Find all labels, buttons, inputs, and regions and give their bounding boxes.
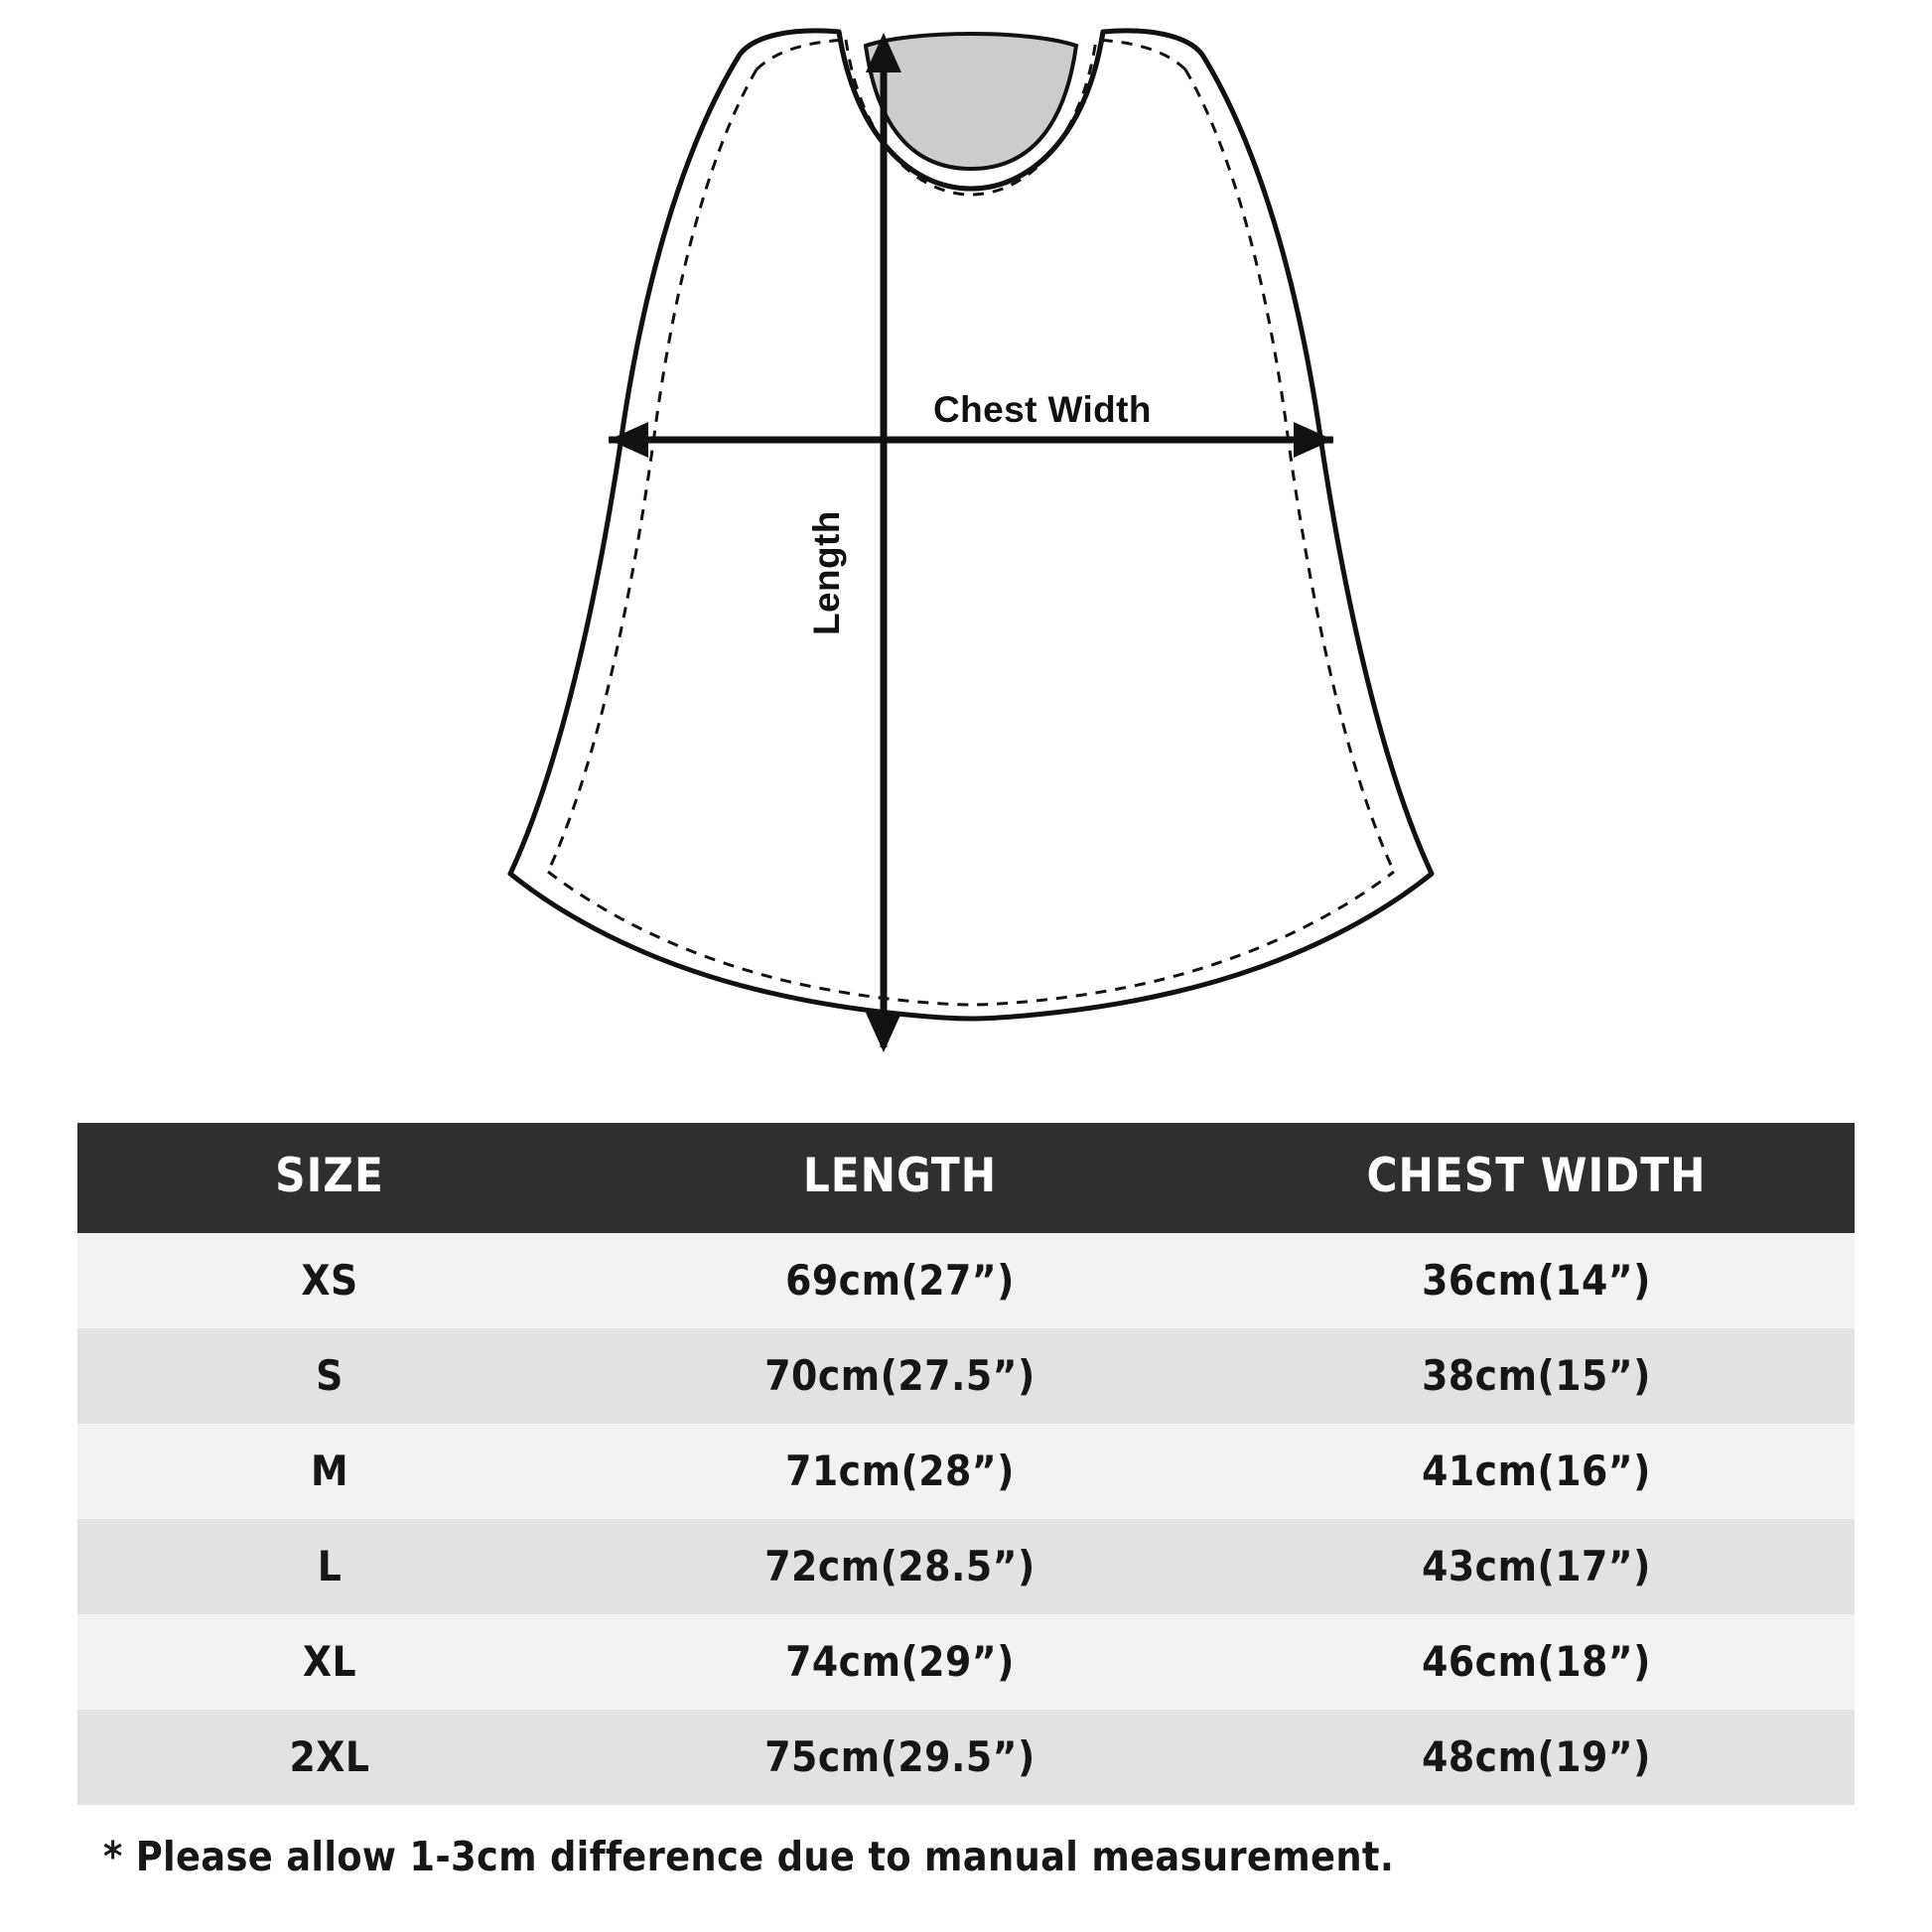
length-label: Length xyxy=(806,510,847,635)
cell-size: 2XL xyxy=(77,1710,582,1805)
neck-opening xyxy=(866,34,1076,169)
header-chest-width: CHEST WIDTH xyxy=(1218,1123,1855,1233)
cell-length: 72cm(28.5”) xyxy=(582,1519,1218,1614)
cell-chest: 46cm(18”) xyxy=(1218,1614,1855,1710)
cell-chest: 48cm(19”) xyxy=(1218,1710,1855,1805)
table-row xyxy=(77,1519,1855,1614)
size-table xyxy=(77,1123,1855,1805)
cell-chest: 43cm(17”) xyxy=(1218,1519,1855,1614)
garment-outline xyxy=(510,31,1432,1019)
measurement-footnote: * Please allow 1-3cm difference due to manual measurement. xyxy=(103,1833,1395,1880)
table-row xyxy=(77,1710,1855,1805)
cell-length: 70cm(27.5”) xyxy=(582,1328,1218,1424)
cell-size: M xyxy=(77,1424,582,1519)
chest-width-label: Chest Width xyxy=(933,389,1152,430)
table-row xyxy=(77,1328,1855,1424)
header-size: SIZE xyxy=(77,1123,582,1233)
header-length: LENGTH xyxy=(582,1123,1218,1233)
cell-length: 74cm(29”) xyxy=(582,1614,1218,1710)
cell-chest: 41cm(16”) xyxy=(1218,1424,1855,1519)
cell-chest: 38cm(15”) xyxy=(1218,1328,1855,1424)
table-row xyxy=(77,1424,1855,1519)
table-row xyxy=(77,1233,1855,1328)
cell-size: XS xyxy=(77,1233,582,1328)
table-row xyxy=(77,1614,1855,1710)
cell-length: 69cm(27”) xyxy=(582,1233,1218,1328)
cell-length: 71cm(28”) xyxy=(582,1424,1218,1519)
table-header-row xyxy=(77,1123,1855,1233)
cell-size: XL xyxy=(77,1614,582,1710)
cell-size: S xyxy=(77,1328,582,1424)
cell-length: 75cm(29.5”) xyxy=(582,1710,1218,1805)
cell-size: L xyxy=(77,1519,582,1614)
size-table-container xyxy=(77,1123,1855,1805)
cell-chest: 36cm(14”) xyxy=(1218,1233,1855,1328)
